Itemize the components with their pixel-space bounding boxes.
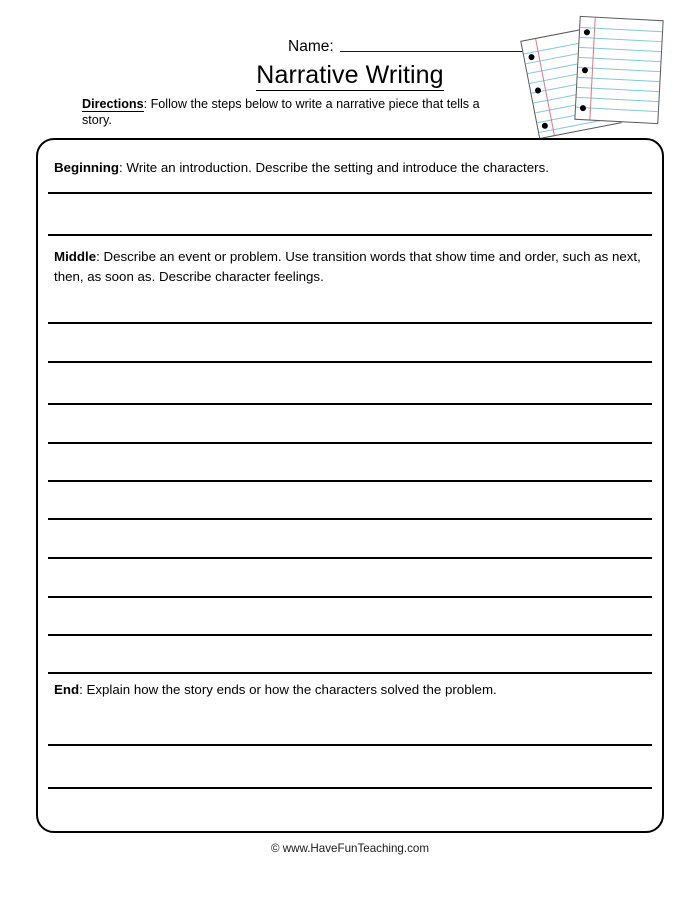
directions-text: : Follow the steps below to write a narrative piece that tells a story. <box>82 97 480 127</box>
name-field-row <box>288 38 542 55</box>
writing-line[interactable] <box>48 322 652 324</box>
writing-line[interactable] <box>48 672 652 674</box>
writing-line[interactable] <box>48 634 652 636</box>
directions-label: Directions <box>82 97 144 111</box>
writing-line[interactable] <box>48 192 652 194</box>
name-write-line[interactable] <box>340 51 542 52</box>
section-label-beginning: Beginning <box>54 160 119 175</box>
section-text-end: : Explain how the story ends or how the characters solved the problem. <box>79 682 497 697</box>
directions-block <box>82 97 512 128</box>
writing-line[interactable] <box>48 234 652 236</box>
writing-line[interactable] <box>48 361 652 363</box>
section-prompt-middle <box>54 247 648 287</box>
section-prompt-end <box>54 680 648 700</box>
writing-area-box <box>36 138 664 833</box>
notebook-sheet-front <box>574 16 663 124</box>
section-label-end: End <box>54 682 80 697</box>
writing-line[interactable] <box>48 480 652 482</box>
writing-line[interactable] <box>48 787 652 789</box>
section-text-beginning: : Write an introduction. Describe the setting and introduce the characters. <box>119 160 549 175</box>
section-text-middle: : Describe an event or problem. Use transition words that show time and order, such as next, then, as soon as. Describe character feelings. <box>54 249 641 284</box>
footer-copyright: © www.HaveFunTeaching.com <box>270 842 430 855</box>
writing-line[interactable] <box>48 403 652 405</box>
writing-line[interactable] <box>48 596 652 598</box>
notebook-paper-icon <box>515 10 675 135</box>
writing-line[interactable] <box>48 442 652 444</box>
writing-line[interactable] <box>48 518 652 520</box>
writing-line[interactable] <box>48 744 652 746</box>
section-prompt-beginning <box>54 158 648 178</box>
name-label: Name: <box>288 38 334 55</box>
page-title-text: Narrative Writing <box>256 61 444 89</box>
writing-line[interactable] <box>48 557 652 559</box>
section-label-middle: Middle <box>54 249 97 264</box>
